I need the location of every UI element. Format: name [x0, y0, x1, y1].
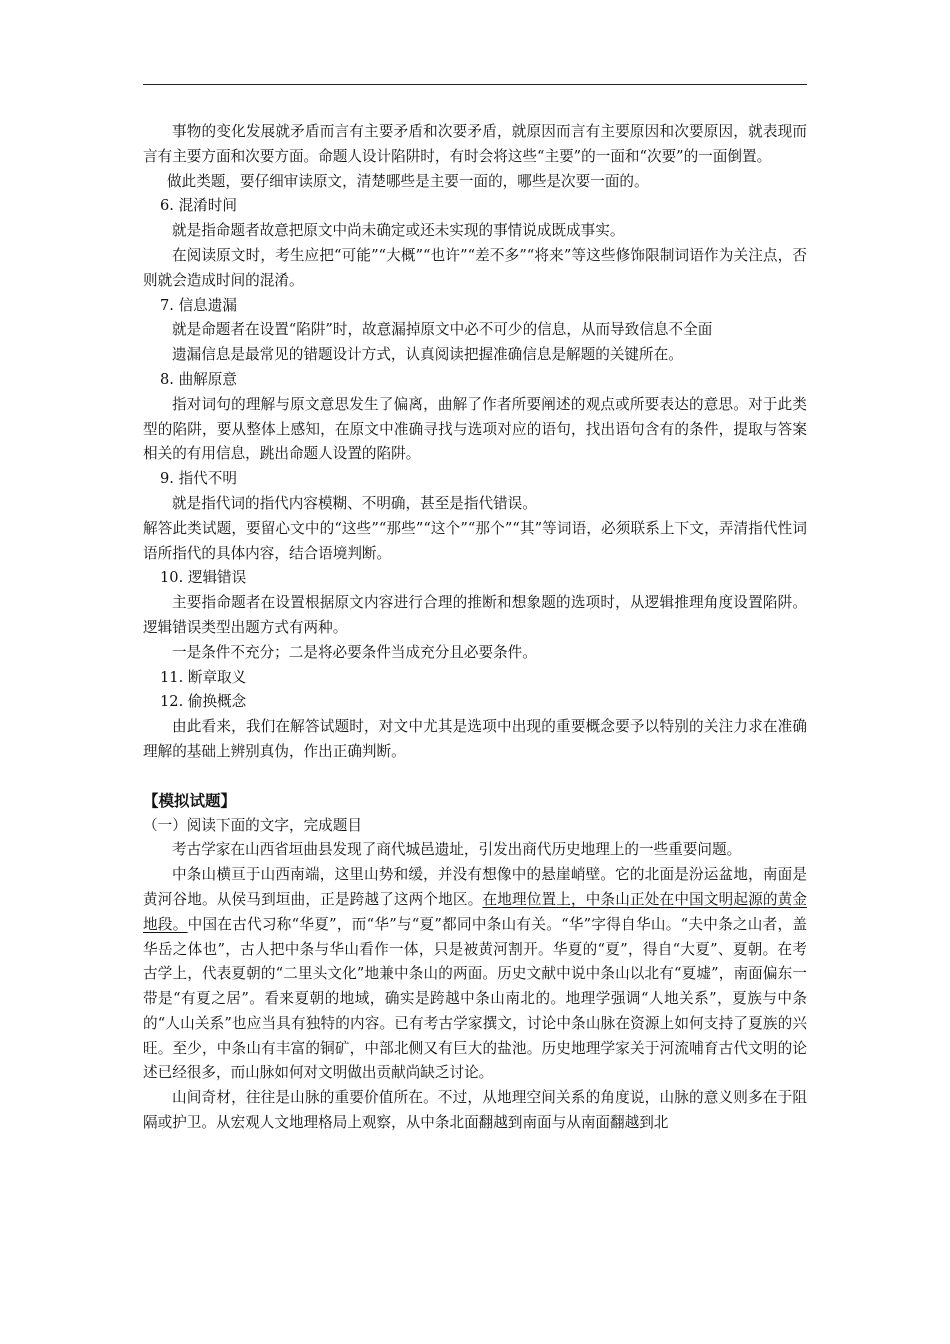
item-12-title: 12. 偷换概念: [160, 693, 247, 711]
passage-paragraph-1: 考古学家在山西省垣曲县发现了商代城邑遗址，引发出商代历史地理上的一些重要问题。: [172, 841, 742, 859]
item-10-types: 一是条件不充分；二是将必要条件当成充分且必要条件。: [172, 643, 537, 661]
passage-text: 中条山横亘于山西南端，这里山势和缓，并没有想像中的悬崖峭壁。它的北面是汾运盆地，南面是黄河谷地。从侯马到垣曲，正是跨越了这两个地区。: [143, 866, 807, 908]
passage-paragraph-2: [143, 863, 807, 1086]
item-6-title: 6. 混淆时间: [160, 197, 237, 215]
section-gap: [143, 765, 807, 789]
section-heading: 【模拟试题】: [143, 791, 237, 810]
item-10-title: 10. 逻辑错误: [160, 569, 247, 587]
item-9-title: 9. 指代不明: [160, 470, 237, 488]
item-7-title: 7. 信息遗漏: [160, 296, 237, 314]
paragraph-advice: 做此类题，要仔细审读原文，清楚哪些是主要一面的，哪些是次要一面的。: [167, 172, 649, 190]
underlined-sentence: 在地理位置上，中条山正处在中国文明起源的黄金地段。: [143, 890, 807, 933]
section-subheading: （一）阅读下面的文字，完成题目: [143, 816, 362, 834]
header-rule: [143, 84, 807, 85]
passage-text: 中国在古代习称“华夏”，而“华”与“夏”都同中条山有关。“华”字得自华山。“夫中条之山者，盖华岳之体也”，古人把中条与华山看作一体，只是被黄河割开。华夏的“夏”，得自“大夏”、夏朝。在考古学上，代表夏朝的“二里头文化”地兼中条山的两面。历史文献中说中条山以北有“夏墟”，南面偏东一带是“有夏之居”。看来夏朝的地域，确实是跨越中条山南北的。地理学强调“人地关系”，夏族与中条的“人山关系”也应当具有独特的内容。已有考古学家撰文，讨论中条山脉在资源上如何支持了夏族的兴旺。至少，中条山有丰富的铜矿，中部北侧又有巨大的盐池。历史地理学家关于河流哺育古代文明的论述已经很多，而山脉如何对文明做出贡献尚缺乏讨论。: [143, 915, 807, 1082]
item-9-definition: 就是指代词的指代内容模糊、不明确，甚至是指代错误。: [172, 494, 537, 512]
item-12-conclusion: 由此看来，我们在解答试题时，对文中尤其是选项中出现的重要概念要予以特别的关注力求在准确理解的基础上辨别真伪，作出正确判断。: [143, 718, 807, 760]
passage-paragraph-3: 山间奇材，往往是山脉的重要价值所在。不过，从地理空间关系的角度说，山脉的意义则多在于阻隔或护卫。从宏观人文地理格局上观察，从中条北面翻越到南面与从南面翻越到北: [143, 1089, 807, 1132]
item-11-title: 11. 断章取义: [160, 668, 247, 686]
item-9-tip: 解答此类试题，要留心文中的“这些”“那些”“这个”“那个”“其”等词语，必须联系上下文，弄清指代性词语所指代的具体内容，结合语境判断。: [143, 519, 807, 562]
item-7-definition: 就是命题者在设置“陷阱”时，故意漏掉原文中必不可少的信息，从而导致信息不全面: [172, 321, 713, 339]
document-body: [143, 120, 807, 1136]
item-6-definition: 就是指命题者故意把原文中尚未确定或还未实现的事情说成既成事实。: [172, 222, 625, 240]
item-6-tip: 在阅读原文时，考生应把“可能”“大概”“也许”“差不多”“将来”等这些修饰限制词语作为关注点，否则就会造成时间的混淆。: [143, 246, 807, 289]
item-8-definition: 指对词句的理解与原文意思发生了偏离，曲解了作者所要阐述的观点或所要表达的意思。对于此类型的陷阱，要从整体上感知，在原文中准确寻找与选项对应的语句，找出语句含有的条件，提取与答案相关的有用信息，跳出命题人设置的陷阱。: [143, 395, 807, 463]
item-8-title: 8. 曲解原意: [160, 370, 237, 388]
paragraph-main-secondary: 事物的变化发展就矛盾而言有主要矛盾和次要矛盾，就原因而言有主要原因和次要原因，就表现而言有主要方面和次要方面。命题人设计陷阱时，有时会将这些“主要”的一面和“次要”的一面倒置。: [143, 123, 807, 165]
item-7-tip: 遗漏信息是最常见的错题设计方式，认真阅读把握准确信息是解题的关键所在。: [172, 346, 683, 364]
item-10-definition: 主要指命题者在设置根据原文内容进行合理的推断和想象题的选项时，从逻辑推理角度设置陷阱。逻辑错误类型出题方式有两种。: [143, 594, 807, 636]
